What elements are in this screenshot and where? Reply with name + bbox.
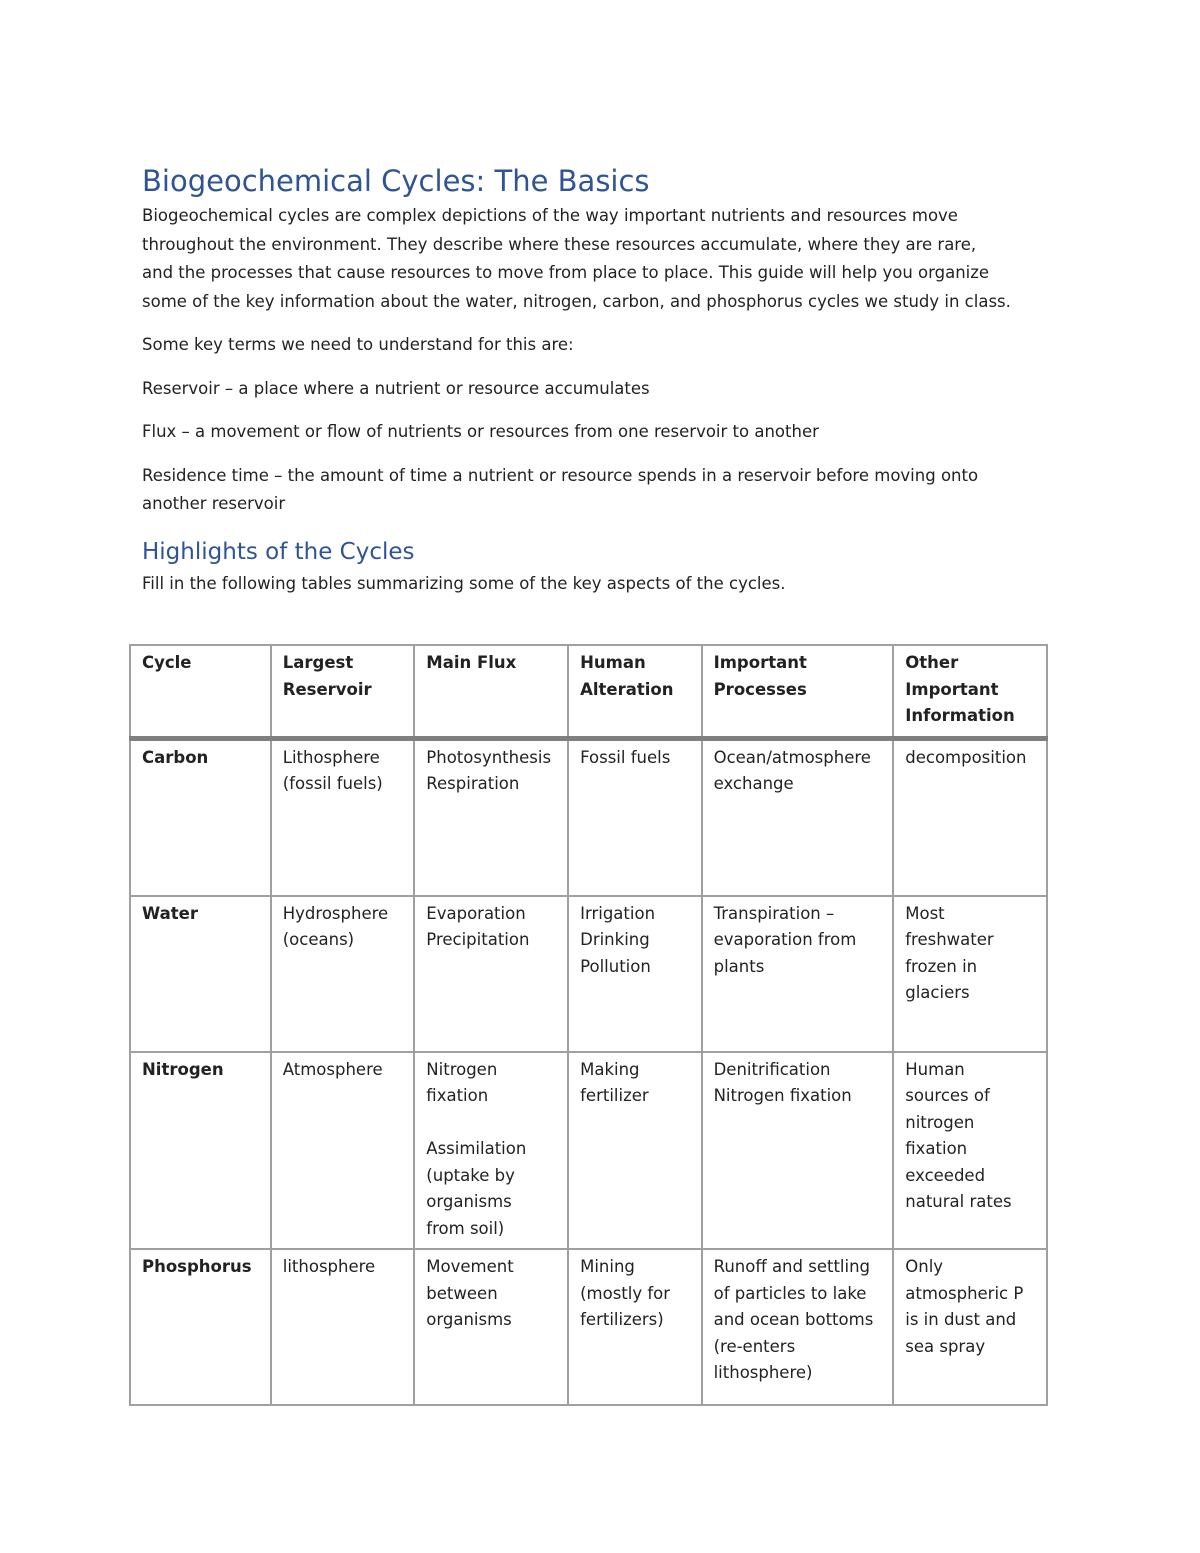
cell-processes: Denitrification Nitrogen fixation bbox=[702, 1052, 894, 1250]
cell-flux: Photosynthesis Respiration bbox=[414, 738, 568, 896]
header-other-info: Other Important Information bbox=[893, 645, 1047, 738]
cell-processes: Ocean/atmosphere exchange bbox=[702, 738, 894, 896]
cycles-table bbox=[129, 644, 1048, 1406]
highlights-heading: Highlights of the Cycles bbox=[142, 538, 415, 565]
intro-paragraph bbox=[142, 202, 1062, 316]
cell-other: decomposition bbox=[893, 738, 1047, 896]
cell-other: Most freshwater frozen in glaciers bbox=[893, 896, 1047, 1052]
term-residence-time bbox=[142, 462, 1062, 519]
cell-other: Only atmospheric P is in dust and sea spray bbox=[893, 1249, 1047, 1405]
term-residence-line: another reservoir bbox=[142, 494, 286, 513]
header-cycle: Cycle bbox=[130, 645, 271, 738]
cell-human: Irrigation Drinking Pollution bbox=[568, 896, 701, 1052]
table-row-nitrogen bbox=[130, 1052, 1047, 1250]
intro-line: Biogeochemical cycles are complex depictions of the way important nutrients and resources move bbox=[142, 206, 958, 225]
cell-reservoir: Hydrosphere (oceans) bbox=[271, 896, 415, 1052]
table-row-water bbox=[130, 896, 1047, 1052]
cell-cycle: Water bbox=[130, 896, 271, 1052]
table-row-phosphorus bbox=[130, 1249, 1047, 1405]
intro-line: throughout the environment. They describe where these resources accumulate, where they are rare, bbox=[142, 234, 977, 254]
cell-reservoir: lithosphere bbox=[271, 1249, 415, 1405]
cell-processes: Runoff and settling of particles to lake and ocean bottoms (re-enters lithosphere) bbox=[702, 1249, 894, 1405]
term-reservoir: Reservoir – a place where a nutrient or resource accumulates bbox=[142, 378, 650, 398]
cell-reservoir: Atmosphere bbox=[271, 1052, 415, 1250]
header-important-processes: Important Processes bbox=[702, 645, 894, 738]
table-header-row bbox=[130, 645, 1047, 738]
intro-line: and the processes that cause resources to move from place to place. This guide will help you organize bbox=[142, 263, 990, 282]
cell-flux: Nitrogen fixation Assimilation (uptake by organisms from soil) bbox=[414, 1052, 568, 1250]
document-body bbox=[142, 160, 1062, 613]
cell-cycle: Phosphorus bbox=[130, 1249, 271, 1405]
cell-other: Human sources of nitrogen fixation exceeded natural rates bbox=[893, 1052, 1047, 1250]
cell-processes: Transpiration – evaporation from plants bbox=[702, 896, 894, 1052]
cell-cycle: Nitrogen bbox=[130, 1052, 271, 1250]
term-residence-line: Residence time – the amount of time a nutrient or resource spends in a reservoir before moving onto bbox=[142, 465, 979, 485]
key-terms-intro: Some key terms we need to understand for this are: bbox=[142, 335, 574, 354]
term-flux: Flux – a movement or flow of nutrients or resources from one reservoir to another bbox=[142, 422, 819, 441]
cell-flux: Evaporation Precipitation bbox=[414, 896, 568, 1052]
cell-cycle: Carbon bbox=[130, 738, 271, 896]
highlights-instructions: Fill in the following tables summarizing some of the key aspects of the cycles. bbox=[142, 573, 786, 593]
cell-flux: Movement between organisms bbox=[414, 1249, 568, 1405]
intro-line: some of the key information about the water, nitrogen, carbon, and phosphorus cycles we study in class. bbox=[142, 291, 1011, 311]
header-largest-reservoir: Largest Reservoir bbox=[271, 645, 415, 738]
cell-reservoir: Lithosphere (fossil fuels) bbox=[271, 738, 415, 896]
table-row-carbon bbox=[130, 738, 1047, 896]
cell-human: Fossil fuels bbox=[568, 738, 701, 896]
header-main-flux: Main Flux bbox=[414, 645, 568, 738]
cell-human: Mining (mostly for fertilizers) bbox=[568, 1249, 701, 1405]
header-human-alteration: Human Alteration bbox=[568, 645, 701, 738]
page-title: Biogeochemical Cycles: The Basics bbox=[142, 164, 650, 198]
cell-human: Making fertilizer bbox=[568, 1052, 701, 1250]
